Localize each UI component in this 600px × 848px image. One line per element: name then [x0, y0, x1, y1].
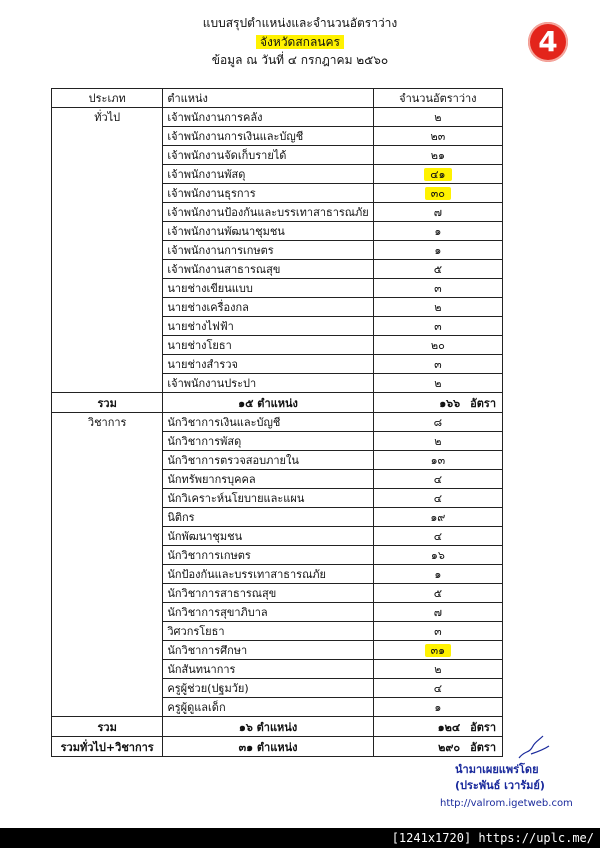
position-cell: นักพัฒนาชุมชน	[163, 527, 373, 546]
count-cell	[373, 603, 502, 622]
table-row	[52, 679, 503, 698]
table-row	[52, 184, 503, 203]
position-cell: เจ้าพนักงานการเงินและบัญชี	[163, 127, 373, 146]
position-cell: ครูผู้ช่วย(ปฐมวัย)	[163, 679, 373, 698]
category-cell	[52, 641, 163, 660]
table-row	[52, 108, 503, 127]
position-cell: นายช่างไฟฟ้า	[163, 317, 373, 336]
category-cell	[52, 470, 163, 489]
total-label: รวม	[52, 717, 163, 737]
count-value: ๓๑	[425, 644, 452, 657]
table-row	[52, 451, 503, 470]
position-cell: เจ้าพนักงานการคลัง	[163, 108, 373, 127]
province-highlight: จังหวัดสกลนคร	[256, 35, 344, 49]
table-header-row	[52, 89, 503, 108]
presenter-label: นำมาเผยแพร่โดย	[455, 763, 539, 776]
count-value: ๑	[434, 568, 442, 581]
column-header: ประเภท	[52, 89, 163, 108]
count-value: ๘	[433, 416, 443, 429]
count-value: ๕	[433, 263, 443, 276]
position-cell: นายช่างโยธา	[163, 336, 373, 355]
count-cell	[373, 355, 502, 374]
table-row	[52, 641, 503, 660]
count-cell	[373, 508, 502, 527]
table-row	[52, 127, 503, 146]
count-cell	[373, 203, 502, 222]
table-row	[52, 508, 503, 527]
count-cell	[373, 432, 502, 451]
data-date: ข้อมูล ณ วันที่ ๔ กรกฎาคม ๒๕๖๐	[211, 53, 389, 67]
position-cell: เจ้าพนักงานพัสดุ	[163, 165, 373, 184]
category-cell	[52, 279, 163, 298]
table-row	[52, 298, 503, 317]
category-cell	[52, 222, 163, 241]
grand-total-positions: ๓๑ ตำแหน่ง	[163, 737, 373, 757]
count-cell	[373, 413, 502, 432]
count-cell	[373, 698, 502, 717]
category-cell	[52, 317, 163, 336]
count-value: ๑๓	[430, 454, 446, 467]
section-total-row	[52, 393, 503, 413]
position-cell: นายช่างเขียนแบบ	[163, 279, 373, 298]
count-value: ๒	[434, 377, 442, 390]
total-positions: ๑๖ ตำแหน่ง	[163, 717, 373, 737]
table-row	[52, 413, 503, 432]
count-cell	[373, 641, 502, 660]
table-row	[52, 546, 503, 565]
count-cell	[373, 622, 502, 641]
count-value: ๔	[433, 682, 443, 695]
count-cell	[373, 127, 502, 146]
total-unit: อัตรา	[470, 396, 496, 410]
count-value: ๑	[434, 244, 442, 257]
table-row	[52, 622, 503, 641]
category-cell	[52, 432, 163, 451]
total-count	[373, 393, 502, 413]
count-cell	[373, 165, 502, 184]
position-cell: นักวิชาการเงินและบัญชี	[163, 413, 373, 432]
category-cell	[52, 660, 163, 679]
position-cell: เจ้าพนักงานสาธารณสุข	[163, 260, 373, 279]
grand-total-value: ๒๙๐	[438, 740, 461, 754]
position-cell: นิติกร	[163, 508, 373, 527]
category-cell	[52, 565, 163, 584]
category-cell	[52, 203, 163, 222]
category-cell	[52, 584, 163, 603]
count-value: ๒๐	[430, 339, 445, 352]
watermark-text: [1241x1720] https://uplc.me/	[391, 831, 594, 845]
total-positions: ๑๕ ตำแหน่ง	[163, 393, 373, 413]
source-url[interactable]: http://valrom.igetweb.com	[440, 798, 573, 809]
position-cell: เจ้าพนักงานจัดเก็บรายได้	[163, 146, 373, 165]
position-cell: เจ้าพนักงานการเกษตร	[163, 241, 373, 260]
table-row	[52, 317, 503, 336]
category-cell	[52, 127, 163, 146]
column-header: จำนวนอัตราว่าง	[373, 89, 502, 108]
count-cell	[373, 108, 502, 127]
table-row	[52, 260, 503, 279]
table-row	[52, 374, 503, 393]
position-cell: นักวิชาการเกษตร	[163, 546, 373, 565]
count-cell	[373, 584, 502, 603]
count-value: ๒	[434, 111, 442, 124]
column-header: ตำแหน่ง	[163, 89, 373, 108]
count-value: ๓	[434, 625, 442, 638]
count-value: ๑๙	[430, 511, 446, 524]
count-cell	[373, 451, 502, 470]
count-value: ๒๓	[430, 130, 446, 143]
count-value: ๗	[433, 206, 442, 219]
count-value: ๓๐	[425, 187, 451, 200]
count-value: ๔	[433, 473, 443, 486]
grand-total-unit: อัตรา	[470, 740, 496, 754]
table-row	[52, 203, 503, 222]
position-cell: นักทรัพยากรบุคคล	[163, 470, 373, 489]
category-cell	[52, 241, 163, 260]
category-cell: วิชาการ	[52, 413, 163, 432]
category-cell: ทั่วไป	[52, 108, 163, 127]
category-cell	[52, 184, 163, 203]
count-cell	[373, 336, 502, 355]
count-cell	[373, 527, 502, 546]
category-cell	[52, 489, 163, 508]
count-cell	[373, 546, 502, 565]
category-cell	[52, 165, 163, 184]
count-cell	[373, 374, 502, 393]
total-label: รวม	[52, 393, 163, 413]
category-cell	[52, 355, 163, 374]
count-cell	[373, 279, 502, 298]
category-cell	[52, 622, 163, 641]
count-cell	[373, 660, 502, 679]
table-row	[52, 603, 503, 622]
category-cell	[52, 451, 163, 470]
count-cell	[373, 317, 502, 336]
doc-title: แบบสรุปตำแหน่งและจำนวนอัตราว่าง	[202, 16, 398, 30]
category-cell	[52, 146, 163, 165]
table-row	[52, 279, 503, 298]
table-row	[52, 527, 503, 546]
section-total-row	[52, 717, 503, 737]
count-value: ๑	[434, 225, 442, 238]
vacancy-table	[51, 88, 503, 757]
count-cell	[373, 470, 502, 489]
grand-total-label: รวมทั่วไป+วิชาการ	[52, 737, 163, 757]
grand-total-row	[52, 737, 503, 757]
category-cell	[52, 603, 163, 622]
watermark-bar	[0, 828, 600, 848]
count-cell	[373, 489, 502, 508]
total-count	[373, 717, 502, 737]
count-value: ๒	[434, 301, 442, 314]
category-cell	[52, 546, 163, 565]
count-cell	[373, 241, 502, 260]
province-title	[0, 33, 600, 52]
position-cell: นายช่างเครื่องกล	[163, 298, 373, 317]
count-value: ๑	[434, 701, 442, 714]
table-row	[52, 660, 503, 679]
category-cell	[52, 508, 163, 527]
table-row	[52, 584, 503, 603]
table-row	[52, 698, 503, 717]
position-cell: นักวิชาการสุขาภิบาล	[163, 603, 373, 622]
count-value: ๔๑	[424, 168, 451, 181]
count-value: ๓	[434, 320, 442, 333]
count-value: ๒	[434, 435, 442, 448]
table-row	[52, 355, 503, 374]
position-cell: วิศวกรโยธา	[163, 622, 373, 641]
category-cell	[52, 527, 163, 546]
count-cell	[373, 679, 502, 698]
count-cell	[373, 184, 502, 203]
count-value: ๑๖	[430, 549, 445, 562]
category-cell	[52, 260, 163, 279]
count-value: ๒	[434, 663, 442, 676]
table-row	[52, 146, 503, 165]
count-value: ๗	[433, 606, 442, 619]
position-cell: นักวิชาการพัสดุ	[163, 432, 373, 451]
table-row	[52, 222, 503, 241]
position-cell: เจ้าพนักงานพัฒนาชุมชน	[163, 222, 373, 241]
signature-scribble	[517, 732, 551, 762]
count-cell	[373, 260, 502, 279]
category-cell	[52, 679, 163, 698]
total-unit: อัตรา	[470, 720, 496, 734]
table-row	[52, 470, 503, 489]
count-value: ๓	[434, 282, 442, 295]
table-row	[52, 165, 503, 184]
presenter-name: (ประพันธ์ เวารัมย์)	[455, 779, 545, 792]
position-cell: นักวิชาการศึกษา	[163, 641, 373, 660]
position-cell: เจ้าพนักงานประปา	[163, 374, 373, 393]
position-cell: นายช่างสำรวจ	[163, 355, 373, 374]
total-value: ๑๒๔	[437, 720, 461, 734]
count-cell	[373, 298, 502, 317]
count-value: ๔	[433, 530, 443, 543]
position-cell: นักวิชาการตรวจสอบภายใน	[163, 451, 373, 470]
count-value: ๒๑	[430, 149, 445, 162]
position-cell: นักวิเคราะห์นโยบายและแผน	[163, 489, 373, 508]
table-row	[52, 241, 503, 260]
category-cell	[52, 298, 163, 317]
category-cell	[52, 374, 163, 393]
count-cell	[373, 146, 502, 165]
count-value: ๔	[433, 492, 443, 505]
position-cell: นักวิชาการสาธารณสุข	[163, 584, 373, 603]
category-cell	[52, 698, 163, 717]
total-value: ๑๖๖	[439, 396, 461, 410]
table-row	[52, 565, 503, 584]
channel-4-logo: 4	[528, 22, 568, 62]
count-cell	[373, 565, 502, 584]
position-cell: เจ้าพนักงานธุรการ	[163, 184, 373, 203]
grand-total-count	[373, 737, 502, 757]
count-value: ๓	[434, 358, 442, 371]
position-cell: เจ้าพนักงานป้องกันและบรรเทาสาธารณภัย	[163, 203, 373, 222]
table-row	[52, 336, 503, 355]
count-cell	[373, 222, 502, 241]
table-row	[52, 432, 503, 451]
category-cell	[52, 336, 163, 355]
count-value: ๕	[433, 587, 443, 600]
position-cell: ครูผู้ดูแลเด็ก	[163, 698, 373, 717]
position-cell: นักป้องกันและบรรเทาสาธารณภัย	[163, 565, 373, 584]
position-cell: นักสันทนาการ	[163, 660, 373, 679]
table-row	[52, 489, 503, 508]
